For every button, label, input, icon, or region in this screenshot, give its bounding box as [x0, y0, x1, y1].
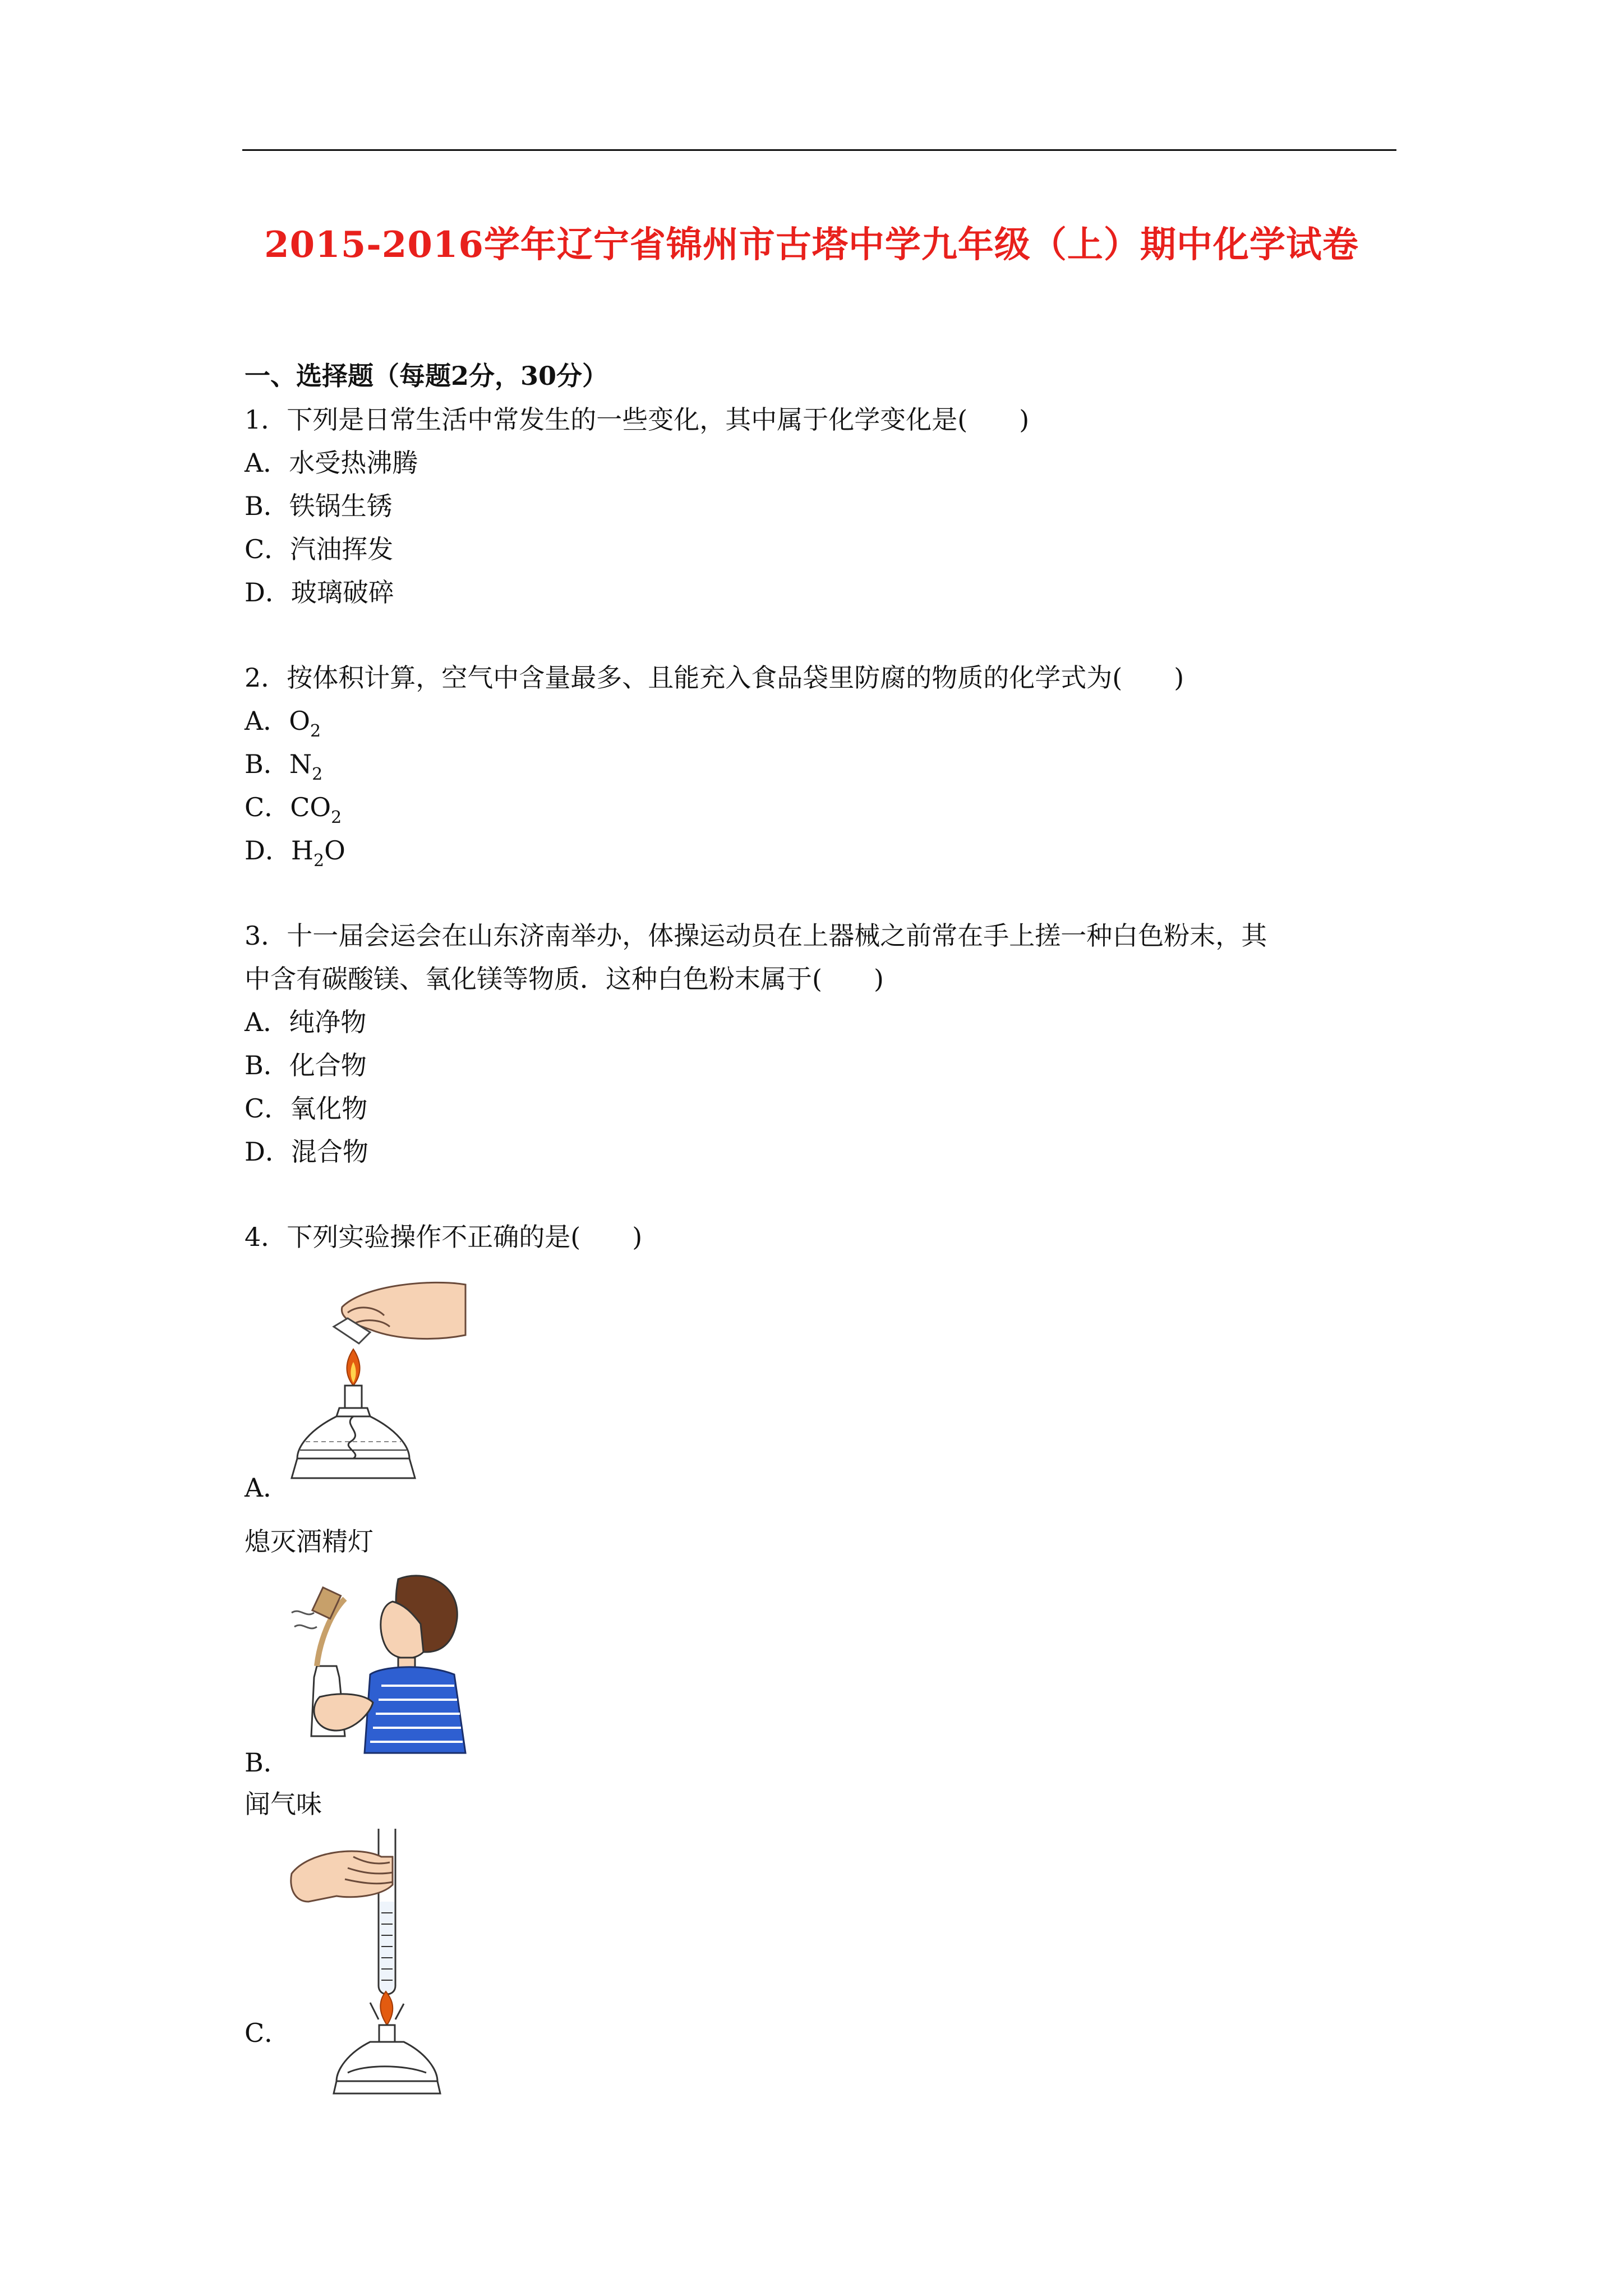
option-label: A． — [245, 706, 289, 736]
option-label: D． — [245, 835, 291, 866]
heating-test-tube-figure — [286, 1823, 471, 2098]
formula-tail: O — [324, 835, 345, 866]
question-3-option-a: A．纯净物 — [245, 1007, 367, 1037]
question-2-option-a — [245, 704, 321, 748]
header-rule — [242, 149, 1396, 151]
question-1-stem: 1．下列是日常生活中常发生的一些变化，其中属于化学变化是( ) — [245, 404, 1030, 435]
question-2-option-c — [245, 790, 342, 835]
question-4-option-b-caption: 闻气味 — [245, 1789, 322, 1819]
formula-main: H — [291, 835, 314, 866]
question-4-option-b-label: B． — [245, 1747, 289, 1778]
page-title: 2015-2016学年辽宁省锦州市古塔中学九年级（上）期中化学试卷 — [264, 224, 1359, 266]
formula-subscript: 2 — [313, 851, 325, 871]
formula-subscript: 2 — [310, 721, 321, 741]
question-1-option-c: C．汽油挥发 — [245, 534, 394, 564]
question-1-option-d: D．玻璃破碎 — [245, 577, 394, 608]
question-2-option-b — [245, 747, 322, 792]
question-1-option-a: A．水受热沸腾 — [245, 448, 418, 478]
question-2-option-d — [245, 834, 345, 878]
formula-subscript: 2 — [331, 808, 342, 827]
question-3-option-c: C．氧化物 — [245, 1093, 368, 1124]
question-3-option-b: B．化合物 — [245, 1050, 367, 1080]
question-3-option-d: D．混合物 — [245, 1137, 368, 1167]
option-label: B． — [245, 749, 289, 779]
formula-subscript: 2 — [312, 765, 323, 784]
formula-main: CO — [290, 792, 331, 822]
formula-main: N — [289, 749, 312, 779]
smell-gas-figure — [286, 1568, 471, 1759]
formula-main: O — [289, 706, 310, 736]
section-heading: 一、选择题（每题2分，30分） — [245, 361, 608, 391]
question-2-stem: 2．按体积计算，空气中含量最多、且能充入食品袋里防腐的物质的化学式为( ) — [245, 662, 1184, 693]
question-1-option-b: B．铁锅生锈 — [245, 491, 393, 521]
question-4-option-c-label: C． — [245, 2018, 291, 2048]
alcohol-lamp-extinguish-figure — [286, 1273, 471, 1487]
question-4-option-a-caption: 熄灭酒精灯 — [245, 1526, 374, 1557]
question-4-option-a-label: A． — [245, 1473, 289, 1503]
question-4-stem: 4．下列实验操作不正确的是( ) — [245, 1222, 643, 1252]
option-label: C． — [245, 792, 291, 822]
question-3-stem-line-2: 中含有碳酸镁、氧化镁等物质．这种白色粉末属于( ) — [245, 964, 884, 994]
question-3-stem-line-1: 3．十一届会运会在山东济南举办，体操运动员在上器械之前常在手上搓一种白色粉末，其 — [245, 921, 1267, 951]
